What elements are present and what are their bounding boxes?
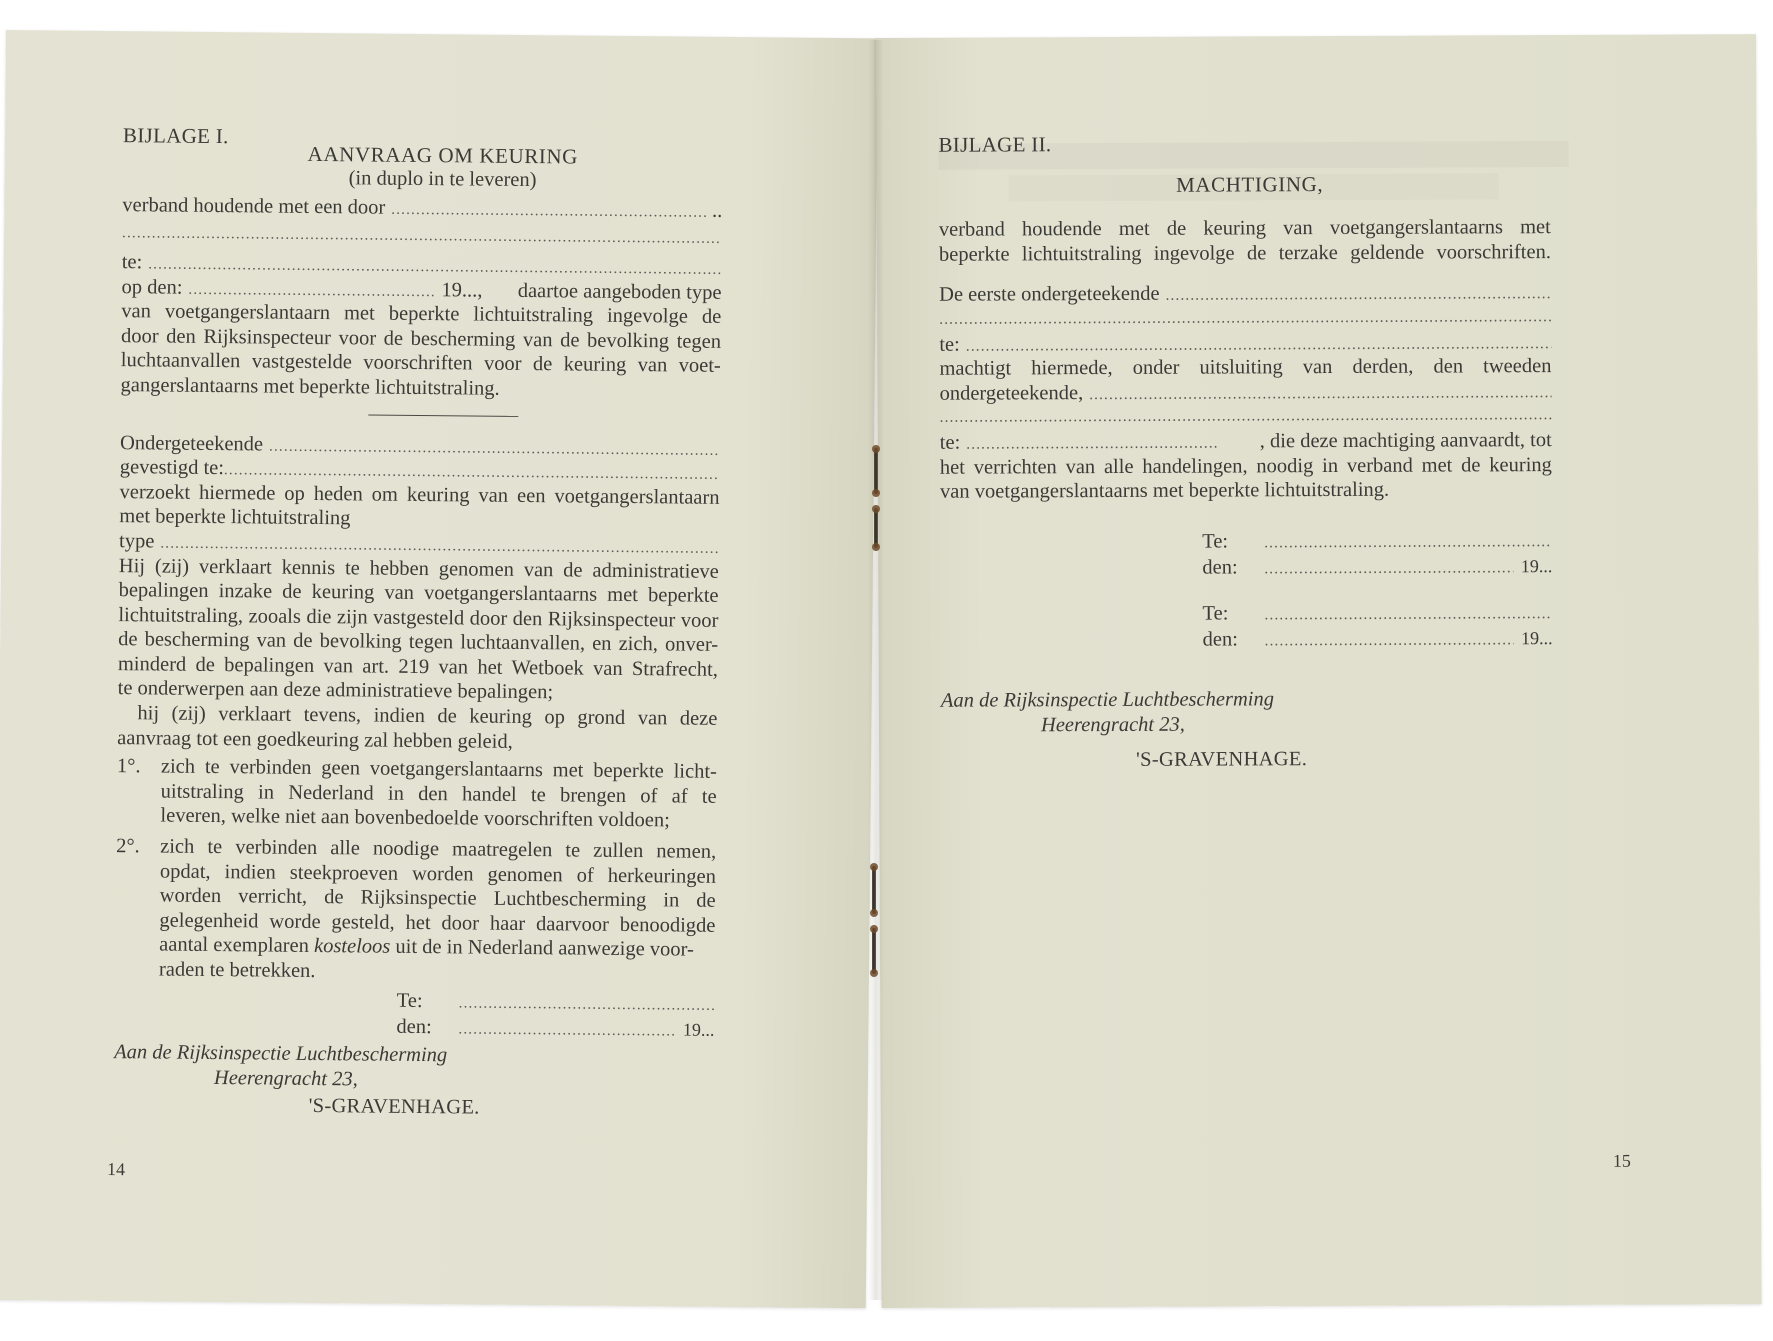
paragraph-text: daartoe aangeboden type [517, 279, 722, 304]
field-te [122, 250, 722, 280]
address-block [114, 1040, 715, 1123]
address-city: 'S-GRAVENHAGE. [1136, 747, 1308, 771]
paragraph-line: van voetgangerslantaarn met beperkte lichtuitstraling ingevolge de [121, 300, 722, 329]
list-item-body [160, 755, 717, 834]
form-title: MACHTIGING, [1175, 171, 1324, 197]
field-label: op den: [121, 275, 183, 299]
field-label: type [118, 530, 155, 553]
text-run: aantal exemplaren [159, 933, 315, 958]
field-label: te: [939, 333, 960, 356]
field-end: .. [711, 199, 723, 222]
year-text: 19... [1521, 627, 1553, 648]
field-label: den: [1202, 628, 1238, 651]
fill-in-line[interactable] [940, 403, 1552, 430]
left-page [0, 30, 878, 1308]
section-divider [368, 414, 518, 416]
fill-in-line[interactable] [459, 991, 715, 1018]
paragraph-line: te onderwerpen aan deze administratieve bepalingen; [117, 677, 554, 704]
address-street: Heerengracht 23, [213, 1066, 358, 1091]
field-label: te: [939, 431, 961, 454]
field-label: Ondergeteekende [119, 431, 264, 456]
fill-in-line[interactable] [1264, 556, 1513, 582]
signature-block [396, 988, 714, 1043]
staple-icon [874, 508, 878, 548]
list-item-body [159, 835, 716, 988]
appendix-label: BIJLAGE I. [122, 123, 229, 149]
field-te-accept [940, 428, 1552, 455]
field-label: Te: [396, 989, 423, 1012]
paragraph-line: Hij (zij) verklaart kennis te hebben genomen van de administratieve [118, 554, 719, 583]
list-item-line: uitstraling in Nederland in den handel te brengen of af te [160, 780, 717, 808]
list-item-line: raden te betrekken. [158, 958, 316, 983]
list-item-line: leveren, welke niet aan bovenbedoelde voorschriften voldoen; [160, 804, 671, 832]
page-number: 15 [1612, 1150, 1631, 1171]
left-page-content [114, 123, 724, 1122]
field-continuation [939, 305, 1551, 332]
list-item-line: gelegenheid worde gesteld, het door haar daarvoor benoodigde [159, 909, 716, 937]
list-item-line: zich te verbinden geen voetgangerslantaarns met beperkte licht- [160, 755, 718, 784]
field-verband [122, 193, 722, 223]
signature-date-field [1203, 626, 1553, 654]
field-label: te: [121, 251, 143, 274]
list-item-line: worden verricht, de Rijksinspectie Luchtbescherming in de [159, 884, 716, 913]
fill-in-line[interactable] [939, 305, 1551, 332]
field-label: den: [1202, 556, 1238, 579]
signature-place-field [1202, 528, 1552, 556]
signature-block-first [1202, 528, 1552, 582]
staple-icon [874, 448, 878, 494]
signature-block-second [1202, 600, 1552, 654]
staple-icon [872, 928, 876, 974]
field-label: Te: [1202, 602, 1229, 625]
paragraph-line: gangerslantaarns met beperkte lichtuitstraling. [120, 374, 500, 400]
fill-in-line[interactable] [1265, 628, 1514, 654]
text-run: uit de in Nederland aanwezige voor- [390, 936, 694, 962]
appendix-label: BIJLAGE II. [938, 132, 1052, 157]
field-continuation [122, 221, 722, 251]
paragraph-line: hij (zij) verklaart tevens, indien de keuring op grond van deze [137, 702, 718, 730]
signature-date-field [1202, 554, 1552, 582]
spine-fold [868, 40, 884, 1300]
list-item [116, 754, 717, 834]
form-subtitle: (in duplo in te leveren) [348, 167, 537, 192]
fill-in-line[interactable] [391, 197, 708, 225]
fill-in-line[interactable] [122, 221, 722, 251]
year-text: 19... [1520, 555, 1553, 576]
paragraph-line: luchtaanvallen vastgestelde voorschriften voor de keuring van voet- [120, 349, 721, 378]
page-number: 14 [106, 1159, 126, 1180]
field-continuation [940, 403, 1552, 430]
fill-in-line[interactable] [458, 1017, 675, 1044]
year-text: 19... [682, 1019, 715, 1040]
paragraph-line: aanvraag tot een goedkeuring zal hebben geleid, [117, 726, 513, 753]
paragraph-line: bepalingen inzake de keuring van voetgangerslantaarns met beperkte [118, 579, 719, 607]
right-page-content [938, 130, 1553, 773]
field-eerste-ondergeteekende [939, 280, 1551, 307]
right-page [876, 34, 1762, 1308]
fill-in-line[interactable] [1264, 530, 1552, 556]
signature-date-field [396, 1014, 714, 1043]
paragraph-line: lichtuitstraling, zooals die zijn vastgesteld door den Rijksinspecteur voor [118, 603, 719, 632]
field-label: verband houdende met een door [122, 193, 386, 219]
list-item-line: opdat, indien steekproeven worden genomen of herkeuringen [159, 860, 717, 888]
paragraph-line: de bescherming van de bevolking tegen luchtaanvallen, en zich, onver- [118, 628, 719, 657]
field-te [939, 330, 1551, 357]
paragraph-line: minderd de bepalingen van art. 219 van het Wetboek van Strafrecht, [117, 652, 718, 681]
paragraph-line: verzoekt hiermede op heden om keuring van een voetgangerslantaarn [119, 480, 720, 509]
field-label: Te: [1202, 530, 1229, 553]
field-label: ondergeteekende, [939, 381, 1084, 405]
address-recipient: Aan de Rijksinspectie Luchtbescherming [940, 687, 1274, 712]
paragraph-line: verband houdende met de keuring van voetgangerslantaarns met [938, 216, 1551, 241]
paragraph-line: het verrichten van alle handelingen, noodig in verband met de keuring [939, 453, 1552, 479]
field-label: De eerste ondergeteekende [939, 283, 1160, 307]
list-item-number: 1°. [116, 755, 141, 778]
field-label: den: [396, 1015, 432, 1038]
address-block [941, 686, 1553, 774]
address-street: Heerengracht 23, [1040, 713, 1185, 737]
paragraph-text: , die deze machtiging aanvaardt, tot [1259, 428, 1552, 453]
paragraph-line: beperkte lichtuitstraling ingevolge de terzake geldende voorschriften. [938, 240, 1551, 266]
field-tweede-ondergeteekende [939, 379, 1551, 406]
list-item [115, 834, 716, 987]
list-item-number: 2°. [116, 835, 140, 858]
paragraph-line: met beperkte lichtuitstraling [119, 505, 351, 530]
fill-in-line[interactable] [1264, 602, 1552, 628]
paragraph-line: van voetgangerslantaarns met beperkte lichtuitstraling. [939, 478, 1390, 503]
list-item-line: zich te verbinden alle noodige maatregelen te zullen nemen, [160, 835, 717, 863]
year-text: 19..., [441, 278, 483, 302]
signature-place-field [1202, 600, 1552, 628]
italic-emphasis: kosteloos [313, 935, 391, 959]
address-city: 'S-GRAVENHAGE. [308, 1094, 480, 1119]
fill-in-line[interactable] [966, 431, 1216, 457]
field-label: gevestigd te: [119, 456, 225, 480]
paragraph-line: door den Rijksinspecteur voor de bescherming van de bevolking tegen [120, 324, 722, 353]
staple-icon [872, 866, 876, 914]
paragraph-line: machtigt hiermede, onder uitsluiting van derden, den tweeden [939, 355, 1552, 380]
form-title: AANVRAAG OM KEURING [307, 141, 579, 169]
signature-place-field [397, 988, 715, 1017]
address-recipient: Aan de Rijksinspectie Luchtbescherming [114, 1040, 448, 1066]
